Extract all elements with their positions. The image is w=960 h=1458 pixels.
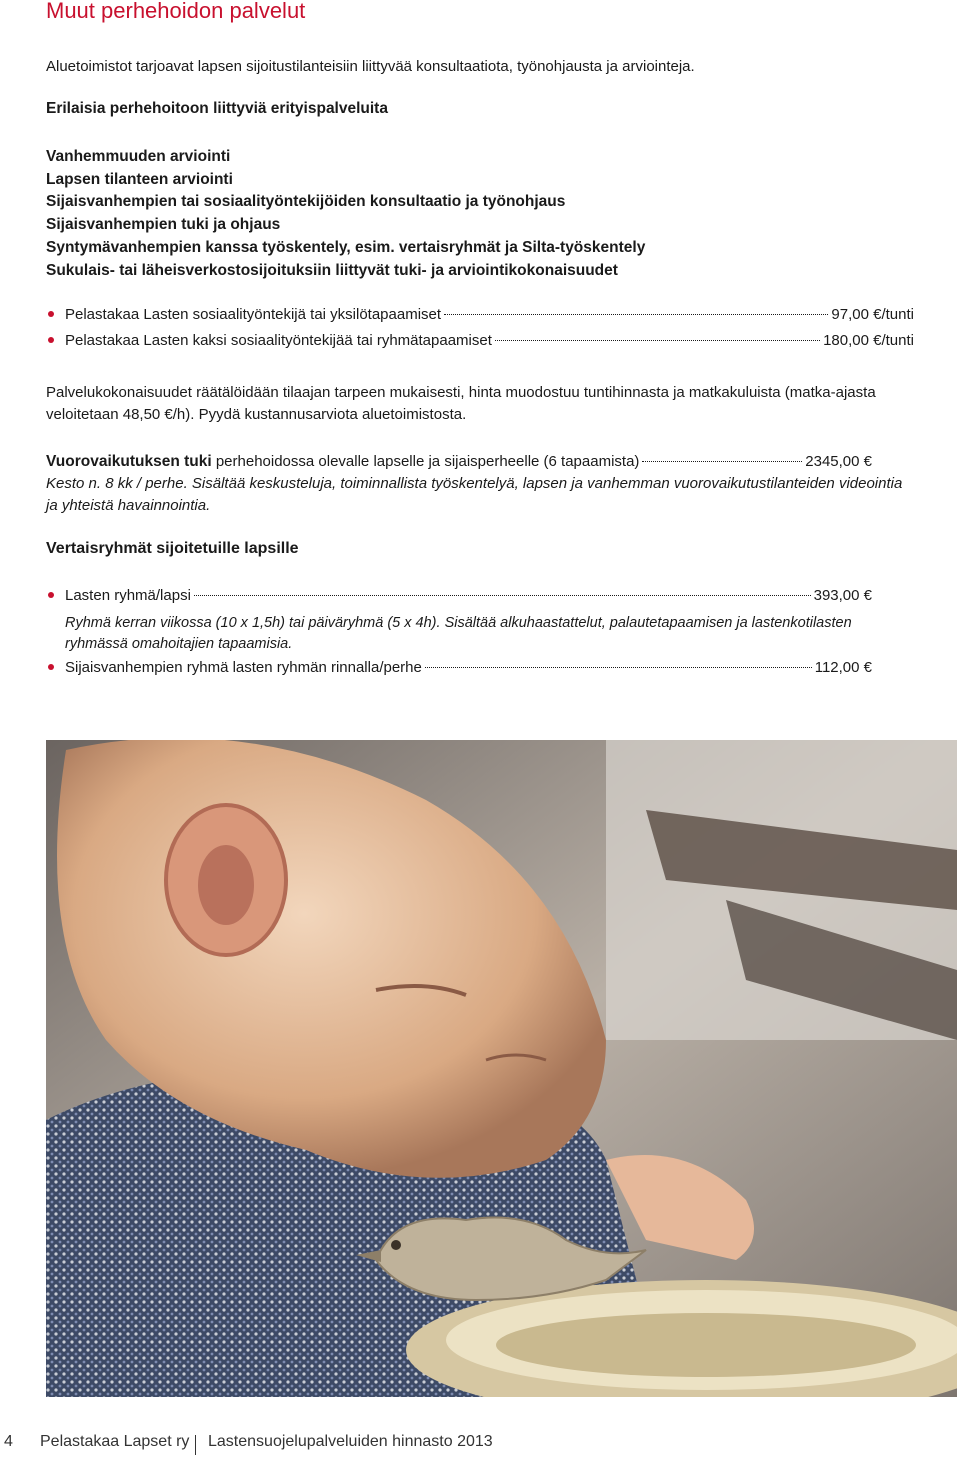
interaction-text: perhehoidossa olevalle lapselle ja sijaisperheelle (6 tapaamista): [215, 453, 640, 470]
dot-leader: [425, 667, 812, 668]
dot-leader: [642, 461, 802, 462]
peer-note: Ryhmä kerran viikossa (10 x 1,5h) tai päiväryhmä (5 x 4h). Sisältää alkuhaastattelut, palautetapaamisen ja lastenkotilasten ryhmässä omahoitajien tapaamisia.: [65, 615, 852, 652]
page-number: 4: [4, 1433, 13, 1450]
peer-value: 112,00 €: [814, 659, 872, 676]
interaction-price-row: [46, 451, 872, 473]
service-item: Syntymävanhempien kanssa työskentely, esim. vertaisryhmät ja Silta-työskentely: [46, 238, 646, 256]
price-label: Pelastakaa Lasten kaksi sosiaalityöntekijää tai ryhmätapaamiset: [65, 332, 492, 349]
interaction-value: 2345,00 €: [805, 453, 872, 470]
service-item: Sijaisvanhempien tuki ja ohjaus: [46, 216, 281, 234]
price-row: [46, 332, 914, 358]
price-label: Pelastakaa Lasten sosiaalityöntekijä tai yksilötapaamiset: [65, 306, 442, 323]
hourly-price-list: [46, 306, 914, 358]
footer-divider: [195, 1435, 196, 1455]
dot-leader: [194, 595, 811, 596]
bullet-icon: [48, 592, 54, 598]
peer-value: 393,00 €: [813, 587, 872, 604]
section-heading: Erilaisia perhehoitoon liittyviä erityispalveluita: [46, 100, 388, 117]
intro-text: Aluetoimistot tarjoavat lapsen sijoitustilanteisiin liittyvää konsultaatiota, työnohjausta ja arviointeja.: [46, 58, 695, 75]
price-row: [46, 306, 914, 332]
photo-illustration: [46, 740, 957, 1397]
peer-label: Sijaisvanhempien ryhmä lasten ryhmän rinnalla/perhe: [65, 659, 422, 676]
service-item: Lapsen tilanteen arviointi: [46, 170, 233, 188]
service-item: Vanhemmuuden arviointi: [46, 148, 231, 165]
peer-item: [46, 587, 872, 655]
service-list: [46, 146, 645, 282]
bullet-icon: [48, 664, 54, 670]
footer-doc-title: Lastensuojelupalveluiden hinnasto 2013: [208, 1433, 493, 1450]
price-value: 180,00 €/tunti: [823, 332, 914, 349]
interaction-description: [46, 473, 916, 517]
interaction-duration: Kesto n. 8 kk / perhe.: [46, 475, 188, 492]
service-item: Sukulais- tai läheisverkostosijoituksiin liittyvät tuki- ja arviointikokonaisuudet: [46, 261, 618, 279]
peer-item: [46, 659, 872, 685]
peer-label: Lasten ryhmä/lapsi: [65, 587, 191, 604]
peer-group-list: [46, 587, 872, 685]
service-item: Sijaisvanhempien tai sosiaalityöntekijöiden konsultaatio ja työnohjaus: [46, 193, 566, 211]
footer-org: Pelastakaa Lapset ry: [40, 1433, 190, 1450]
dot-leader: [495, 340, 820, 341]
interaction-label: Vuorovaikutuksen tuki: [46, 453, 212, 470]
bullet-icon: [48, 337, 54, 343]
bullet-icon: [48, 311, 54, 317]
interaction-support: [46, 451, 916, 517]
price-value: 97,00 €/tunti: [831, 306, 914, 323]
page-title: Muut perhehoidon palvelut: [46, 0, 306, 23]
child-with-bird-photo: [46, 740, 957, 1397]
dot-leader: [444, 314, 828, 315]
package-note: Palvelukokonaisuudet räätälöidään tilaajan tarpeen mukaisesti, hinta muodostuu tuntihinnasta ja matkakuluista (matka-ajasta veloitetaan 48,50 €/h). Pyydä kustannusarviota aluetoimistosta.: [46, 384, 876, 423]
peer-groups-heading: Vertaisryhmät sijoitetuille lapsille: [46, 540, 299, 557]
interaction-detail: Sisältää keskusteluja, toiminnallista työskentelyä, lapsen ja vanhemman vuorovaikutustilanteiden videointia ja yhteistä havainnointia.: [46, 475, 903, 514]
